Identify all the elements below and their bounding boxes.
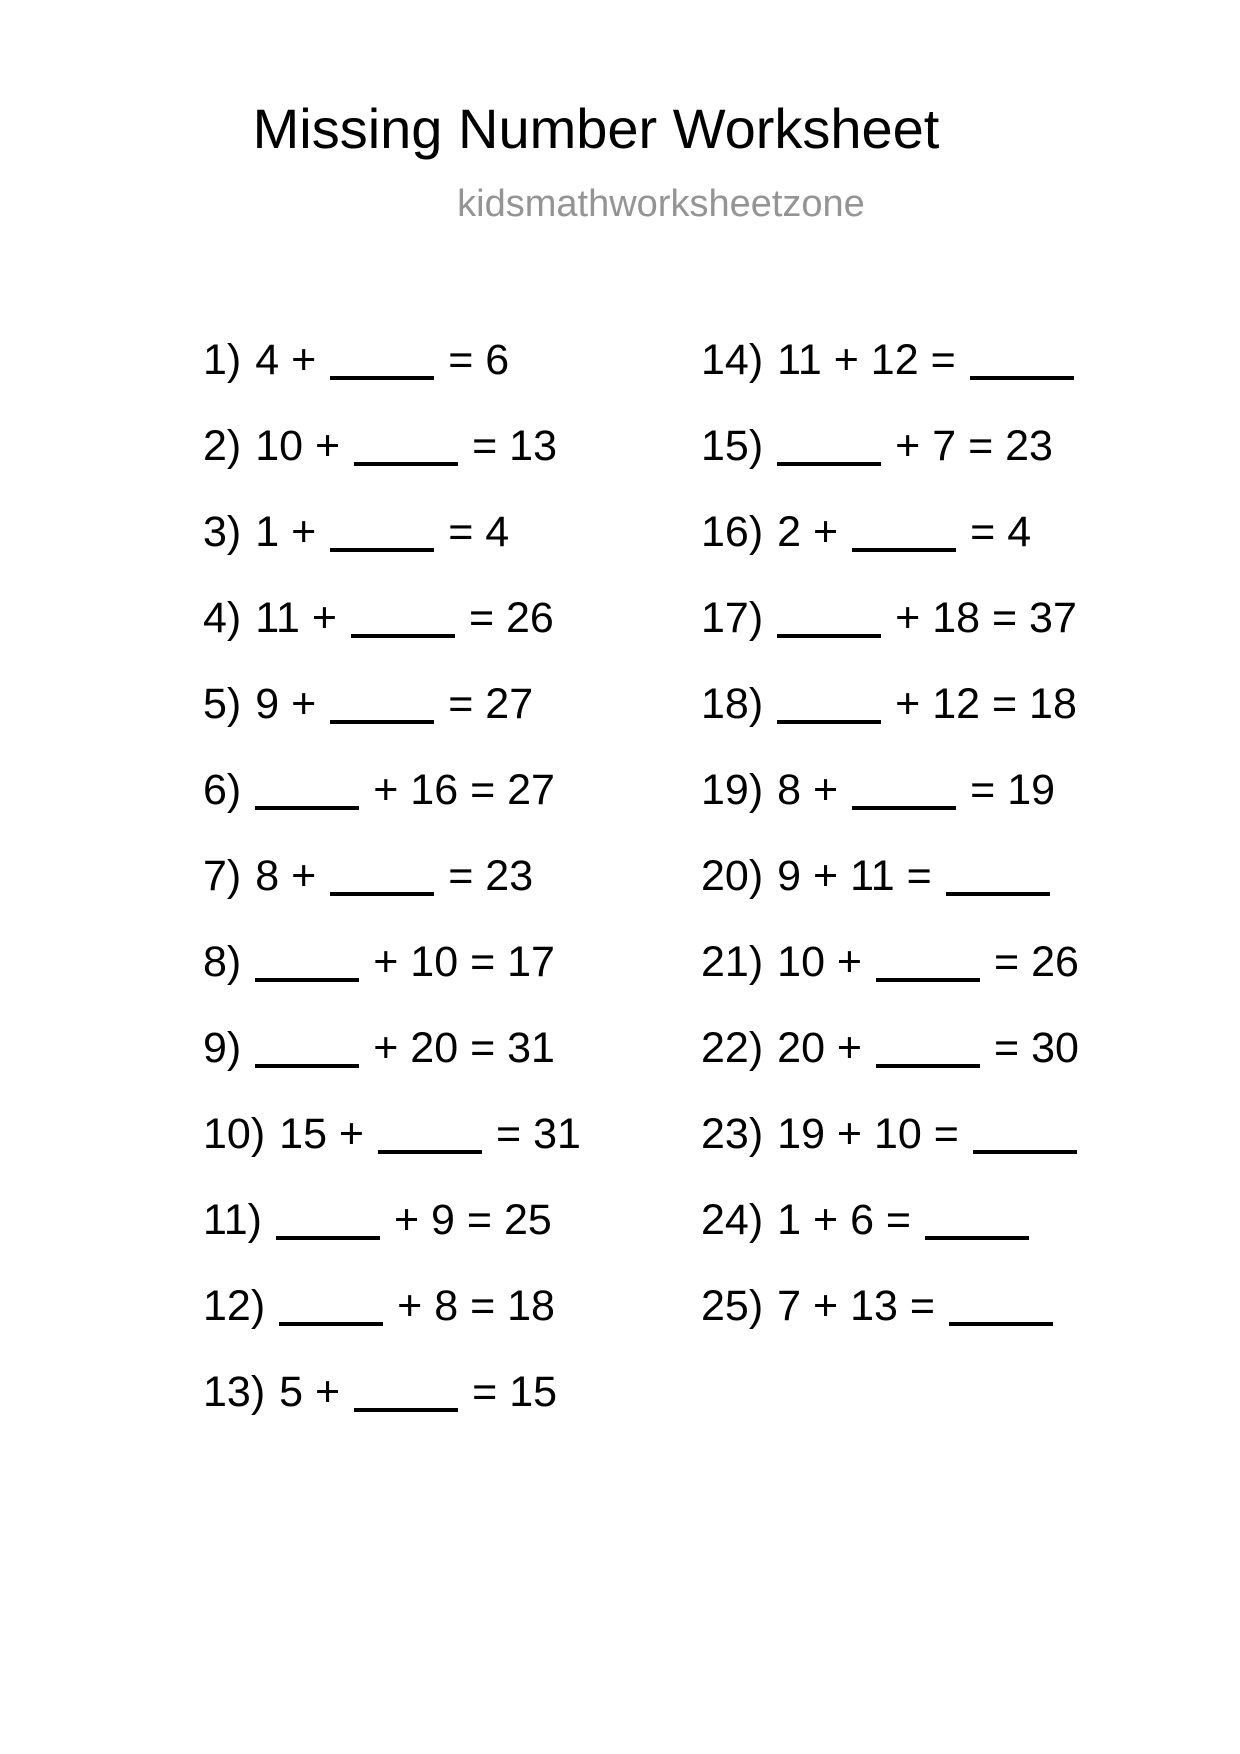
problem-number: 2) [203,422,242,471]
equation-after-blank: = 19 [970,766,1056,815]
equation-after-blank: + 9 = 25 [393,1196,552,1245]
equation-after-blank: = 26 [468,594,554,643]
problem-row [701,1024,1240,1073]
problems-column-left [203,336,701,1457]
equation-after-blank: = 23 [448,852,534,901]
problem-number: 18) [701,680,764,729]
problem-row [701,852,1240,901]
answer-blank [852,776,956,810]
problem-row [203,680,701,729]
problem-number: 16) [701,508,764,557]
problem-number: 13) [203,1368,266,1417]
problem-row [701,938,1240,987]
problem-number: 6) [203,766,242,815]
equation-before-blank: 10 + [777,938,863,987]
problem-number: 17) [701,594,764,643]
answer-blank [925,1206,1029,1240]
equation-before-blank: 11 + 12 = [777,336,956,385]
equation-after-blank: + 20 = 31 [373,1024,555,1073]
equation-after-blank: = 26 [994,938,1079,987]
equation-after-blank: = 4 [970,508,1032,557]
equation-after-blank: + 7 = 23 [895,422,1053,471]
equation-before-blank: 1 + [255,508,317,557]
problem-number: 3) [203,508,242,557]
equation-before-blank: 9 + [255,680,317,729]
answer-blank [970,346,1074,380]
problem-number: 14) [701,336,764,385]
equation-after-blank: + 10 = 17 [373,938,555,987]
equation-before-blank: 1 + 6 = [777,1196,912,1245]
answer-blank [330,346,434,380]
problem-number: 20) [701,852,764,901]
answer-blank [255,948,359,982]
problem-number: 23) [701,1110,764,1159]
problem-row [203,1368,701,1417]
answer-blank [973,1120,1077,1154]
problem-number: 1) [203,336,242,385]
equation-after-blank: = 13 [472,422,558,471]
problem-number: 4) [203,594,242,643]
answer-blank [330,518,434,552]
equation-after-blank: = 15 [472,1368,558,1417]
equation-before-blank: 2 + [777,508,839,557]
answer-blank [378,1120,482,1154]
problem-number: 11) [203,1196,262,1245]
equation-before-blank: 5 + [279,1368,341,1417]
problem-row [203,852,701,901]
problem-number: 21) [701,938,764,987]
answer-blank [852,518,956,552]
problem-row [203,508,701,557]
answer-blank [777,432,881,466]
problem-number: 19) [701,766,764,815]
problem-row [701,680,1240,729]
answer-blank [255,776,359,810]
problems-column-right [701,336,1240,1371]
problem-row [701,1110,1240,1159]
equation-before-blank: 19 + 10 = [777,1110,959,1159]
equation-before-blank: 9 + 11 = [777,852,932,901]
problem-number: 25) [701,1282,764,1331]
problem-row [701,1282,1240,1331]
problem-row [203,766,701,815]
problem-row [701,1196,1240,1245]
problem-row [203,1024,701,1073]
equation-after-blank: = 27 [448,680,534,729]
answer-blank [777,690,881,724]
answer-blank [279,1292,383,1326]
answer-blank [330,862,434,896]
problem-number: 5) [203,680,242,729]
equation-after-blank: = 4 [448,508,510,557]
answer-blank [276,1206,380,1240]
problem-row [203,336,701,385]
answer-blank [330,690,434,724]
answer-blank [354,432,458,466]
problem-number: 22) [701,1024,764,1073]
problems-area [0,336,1240,1457]
problem-row [701,336,1240,385]
equation-after-blank: + 8 = 18 [397,1282,555,1331]
problem-row [203,1196,701,1245]
equation-after-blank: = 6 [448,336,510,385]
answer-blank [354,1378,458,1412]
equation-before-blank: 8 + [255,852,317,901]
equation-after-blank: + 16 = 27 [373,766,555,815]
problem-row [203,938,701,987]
answer-blank [876,1034,980,1068]
problem-number: 15) [701,422,764,471]
equation-before-blank: 7 + 13 = [777,1282,935,1331]
problem-row [203,594,701,643]
page-title: Missing Number Worksheet [252,97,940,160]
answer-blank [777,604,881,638]
answer-blank [876,948,980,982]
problem-row [701,766,1240,815]
answer-blank [351,604,455,638]
problem-row [701,594,1240,643]
problem-number: 24) [701,1196,764,1245]
problem-number: 7) [203,852,242,901]
problem-number: 10) [203,1110,266,1159]
equation-before-blank: 20 + [777,1024,863,1073]
problem-row [203,1282,701,1331]
equation-after-blank: + 18 = 37 [895,594,1077,643]
worksheet-header [0,0,1240,225]
equation-before-blank: 11 + [255,594,337,643]
equation-before-blank: 10 + [255,422,341,471]
equation-after-blank: = 31 [496,1110,581,1159]
problem-row [701,422,1240,471]
answer-blank [255,1034,359,1068]
page-subtitle: kidsmathworksheetzone [457,182,865,225]
equation-before-blank: 15 + [279,1110,365,1159]
equation-after-blank: + 12 = 18 [895,680,1077,729]
problem-number: 12) [203,1282,266,1331]
problem-number: 9) [203,1024,242,1073]
answer-blank [949,1292,1053,1326]
problem-row [203,422,701,471]
problem-number: 8) [203,938,242,987]
equation-before-blank: 8 + [777,766,839,815]
equation-after-blank: = 30 [994,1024,1079,1073]
problem-row [701,508,1240,557]
problem-row [203,1110,701,1159]
answer-blank [946,862,1050,896]
equation-before-blank: 4 + [255,336,317,385]
